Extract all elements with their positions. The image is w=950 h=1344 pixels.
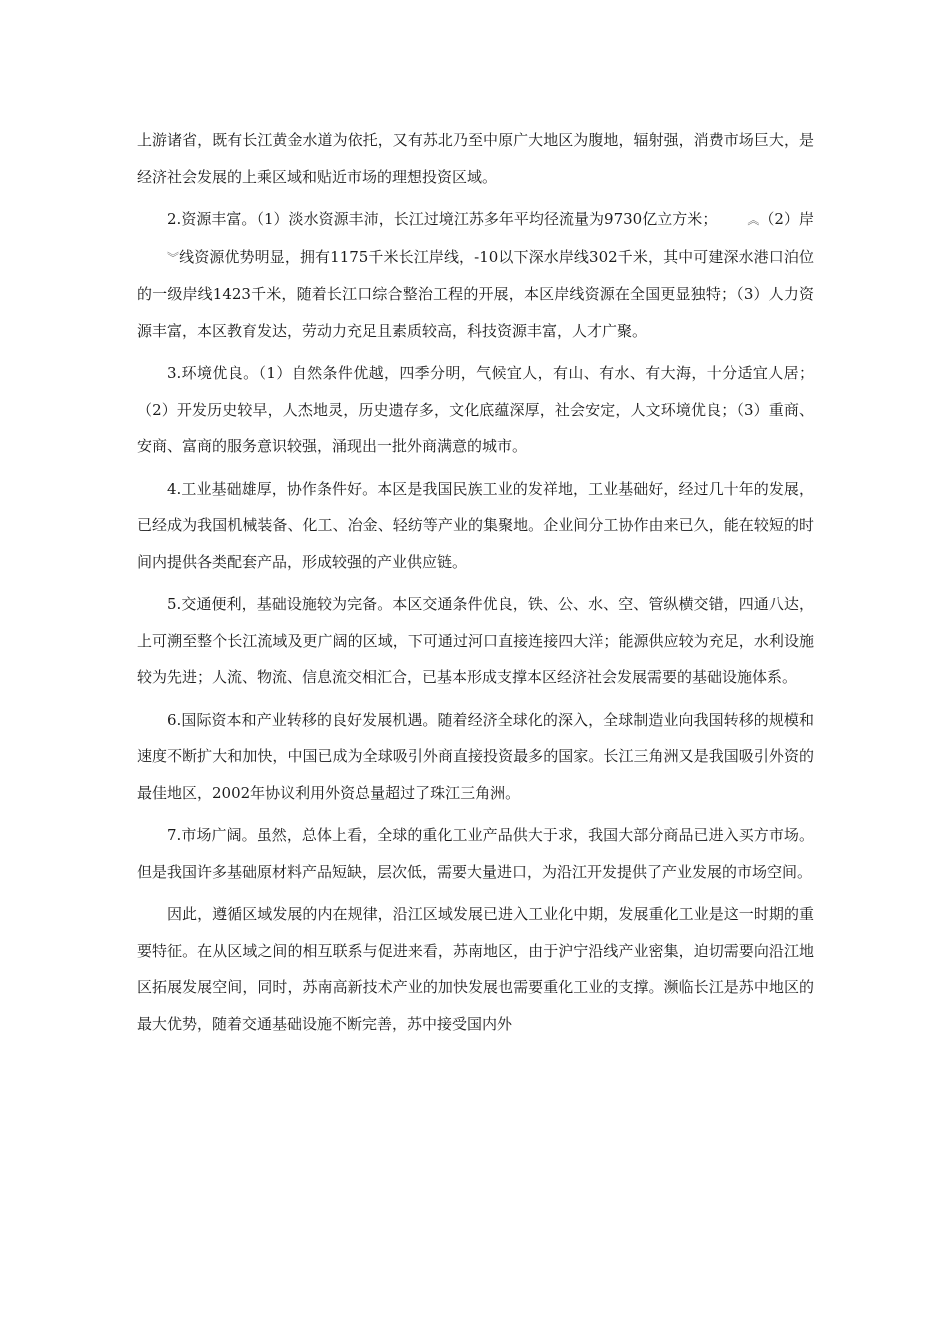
lower-mark-glyph: ︾ [167,250,180,265]
paragraph-2-text-b: （2）岸 [759,210,814,228]
paragraph-2 [137,201,814,349]
paragraph-2-text-c: 线资源优势明显，拥有1175千米长江岸线，-10以下深水岸线302千米，其中可建深水港口泊位的一级岸线1423千米，随着长江口综合整治工程的开展，本区岸线资源在全国更显独特；（3）人力资源丰富，本区教育发达，劳动力充足且素质较高，科技资源丰富，人才广聚。 [137,247,814,340]
paragraph-3: 3.环境优良。（1）自然条件优越，四季分明，气候宜人，有山、有水、有大海，十分适宜人居；（2）开发历史较早，人杰地灵，历史遗存多，文化底蕴深厚，社会安定，人文环境优良；（3）重商、安商、富商的服务意识较强，涌现出一批外商满意的城市。 [137,364,814,455]
paragraph-1: 上游诸省，既有长江黄金水道为依托，又有苏北乃至中原广大地区为腹地，辐射强，消费市场巨大，是经济社会发展的上乘区域和贴近市场的理想投资区域。 [137,131,814,186]
paragraph-5: 5.交通便利，基础设施较为完备。本区交通条件优良，铁、公、水、空、管纵横交错，四通八达，上可溯至整个长江流域及更广阔的区域，下可通过河口直接连接四大洋；能源供应较为充足，水利设施较为先进；人流、物流、信息流交相汇合，已基本形成支撑本区经济社会发展需要的基础设施体系。 [137,595,814,686]
paragraph-8: 因此，遵循区域发展的内在规律，沿江区域发展已进入工业化中期，发展重化工业是这一时期的重要特征。在从区域之间的相互联系与促进来看，苏南地区，由于沪宁沿线产业密集，迫切需要向沿江地区拓展发展空间，同时，苏南高新技术产业的加快发展也需要重化工业的支撑。濒临长江是苏中地区的最大优势，随着交通基础设施不断完善，苏中接受国内外 [137,905,814,1033]
paragraph-7: 7.市场广阔。虽然，总体上看，全球的重化工业产品供大于求，我国大部分商品已进入买方市场。但是我国许多基础原材料产品短缺，层次低，需要大量进口，为沿江开发提供了产业发展的市场空间。 [137,826,814,881]
paragraph-2-text-a: 2.资源丰富。（1）淡水资源丰沛，长江过境江苏多年平均径流量为9730亿立方米； [167,210,718,228]
paragraph-4: 4.工业基础雄厚，协作条件好。本区是我国民族工业的发祥地，工业基础好，经过几十年的发展，已经成为我国机械装备、化工、冶金、轻纺等产业的集聚地。企业间分工协作由来已久，能在较短的时间内提供各类配套产品，形成较强的产业供应链。 [137,479,814,571]
paragraph-6: 6.国际资本和产业转移的良好发展机遇。随着经济全球化的深入，全球制造业向我国转移的规模和速度不断扩大和加快，中国已成为全球吸引外商直接投资最多的国家。长江三角洲又是我国吸引外资的最佳地区，2002年协议利用外资总量超过了珠江三角洲。 [137,710,814,802]
upper-mark-glyph: ︽ [747,213,760,227]
document-body [137,122,814,1048]
